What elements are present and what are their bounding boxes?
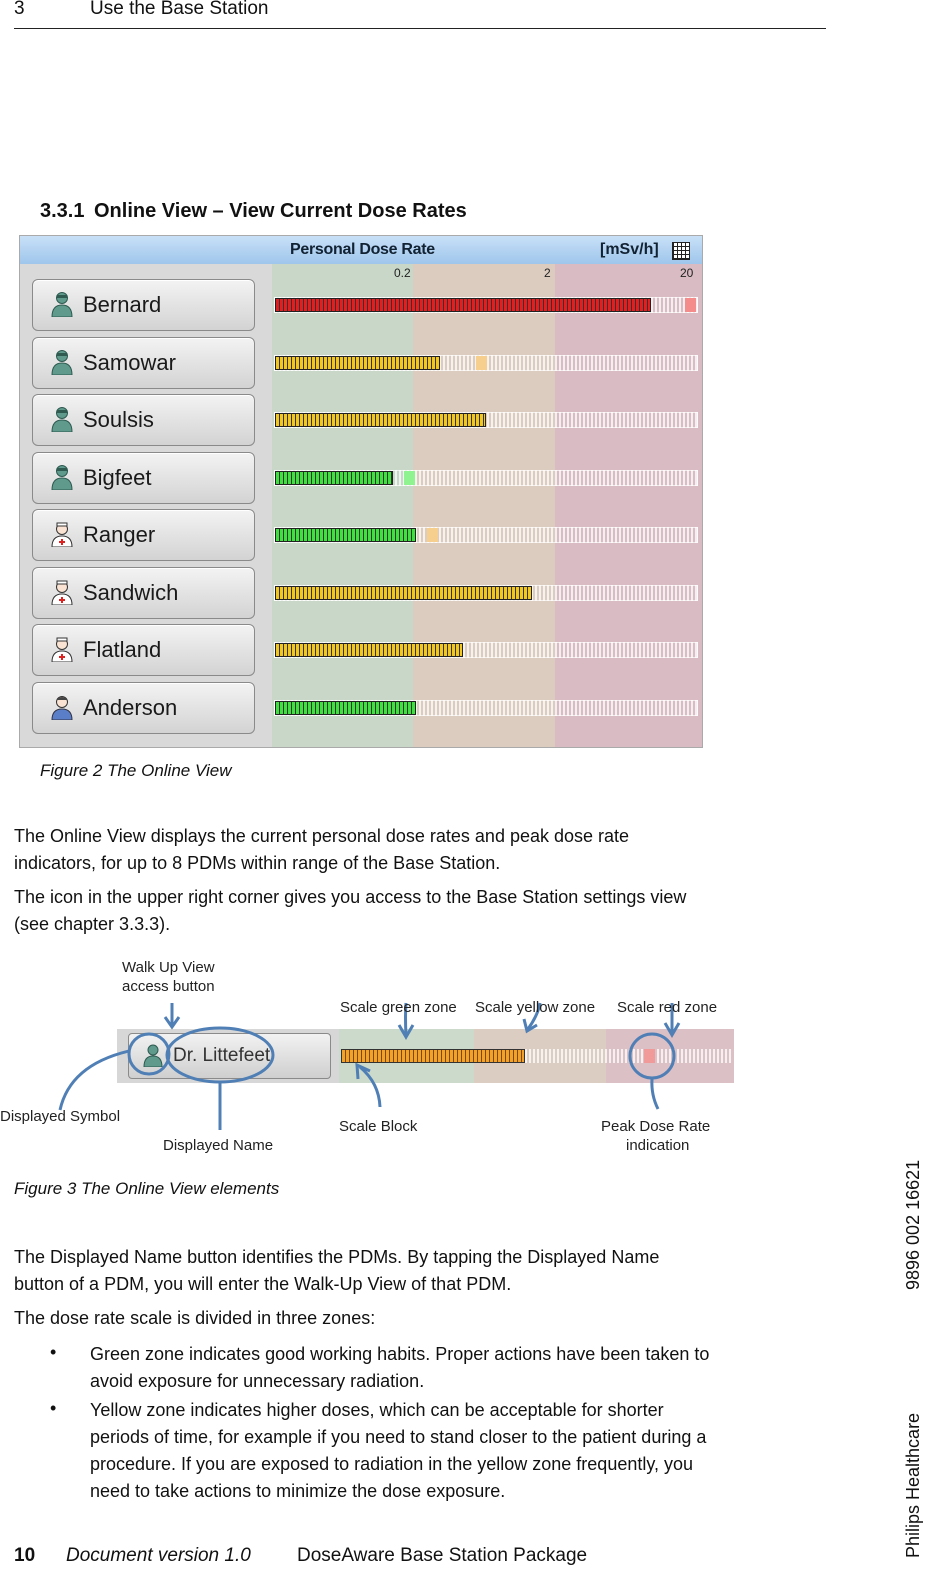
surgeon-icon — [51, 349, 73, 375]
person-name: Samowar — [83, 349, 176, 375]
person-button[interactable] — [32, 682, 255, 734]
dose-rate-bar — [274, 355, 698, 371]
paragraph-online-view — [14, 823, 819, 938]
text-line: periods of time, for example if you need to stand closer to the patient during a — [90, 1427, 707, 1447]
red-zone-label: Scale red zone — [617, 999, 718, 1016]
red-zone — [555, 264, 702, 747]
text-line: The icon in the upper right corner gives you access to the Base Station settings view — [14, 887, 687, 907]
peak-indicator — [427, 528, 438, 542]
dose-rate-bar — [274, 297, 698, 313]
nurse-icon — [51, 521, 73, 547]
bullet-dot: • — [50, 1342, 57, 1362]
page-header — [14, 0, 826, 29]
surgeon-icon — [51, 291, 73, 317]
bullet-dot: • — [50, 1398, 57, 1418]
online-view-elements-figure — [0, 955, 760, 1165]
person-name: Soulsis — [83, 407, 154, 432]
person-name: Anderson — [83, 694, 178, 720]
document-version: Document version 1.0 — [66, 1545, 251, 1566]
text-line: The Displayed Name button identifies the PDMs. By tapping the Displayed Name — [14, 1247, 660, 1267]
text-line: Green zone indicates good working habits. Proper actions have been taken to — [90, 1344, 710, 1364]
person-button[interactable] — [32, 567, 255, 619]
view-title: Personal Dose Rate — [290, 241, 435, 258]
section-title: Online View – View Current Dose Rates — [94, 200, 467, 222]
figure2-caption: Figure 2 The Online View — [40, 761, 232, 780]
dose-rate-bar — [274, 700, 698, 716]
text-line: button of a PDM, you will enter the Walk-Up View of that PDM. — [14, 1274, 512, 1294]
person-name: Sandwich — [83, 579, 179, 605]
yellow-zone-label: Scale yellow zone — [475, 999, 596, 1016]
scale-block-label: Scale Block — [339, 1118, 418, 1135]
nurse-icon — [51, 636, 73, 662]
company-name: Philips Healthcare — [903, 1412, 923, 1558]
chapter-title: Use the Base Station — [90, 0, 269, 19]
peak-label: Peak Dose Rate — [601, 1118, 711, 1135]
text-line: (see chapter 3.3.3). — [14, 914, 171, 934]
green-zone-label: Scale green zone — [340, 999, 457, 1016]
person-button[interactable] — [32, 509, 255, 561]
dose-rate-fill — [275, 528, 416, 542]
chapter-number: 3 — [14, 0, 25, 19]
person-button[interactable] — [32, 279, 255, 331]
person-name: Ranger — [83, 522, 156, 547]
walk-up-label: Walk Up View — [122, 959, 215, 976]
section-heading — [40, 200, 467, 223]
displayed-name: Dr. Littefeet — [173, 1045, 271, 1066]
text-line: avoid exposure for unnecessary radiation. — [90, 1371, 425, 1391]
scale-tick: 2 — [544, 266, 551, 280]
peak-label: indication — [626, 1137, 690, 1154]
online-view-figure — [19, 235, 703, 748]
text-line: The dose rate scale is divided in three zones: — [14, 1308, 376, 1328]
text-line: procedure. If you are exposed to radiation in the yellow zone frequently, you — [90, 1454, 694, 1474]
walk-up-label: access button — [122, 978, 215, 995]
figure3-caption: Figure 3 The Online View elements — [14, 1179, 280, 1198]
person-button[interactable] — [32, 394, 255, 446]
dose-rate-fill — [275, 643, 463, 657]
displayed-name-label: Displayed Name — [163, 1137, 274, 1154]
dose-rate-bar — [274, 412, 698, 428]
displayed-symbol-label: Displayed Symbol — [0, 1108, 121, 1125]
dose-rate-fill — [275, 586, 532, 600]
dose-rate-fill — [275, 298, 651, 312]
title-bar — [20, 236, 702, 264]
dose-rate-fill — [275, 701, 416, 715]
person-name: Bigfeet — [83, 464, 152, 490]
unit-label: [mSv/h] — [600, 241, 659, 258]
package-name: DoseAware Base Station Package — [297, 1545, 588, 1566]
dose-rate-fill — [275, 356, 440, 370]
text-line: Yellow zone indicates higher doses, which can be acceptable for shorter — [90, 1400, 664, 1420]
paragraph-displayed-name — [14, 1244, 819, 1332]
section-number: 3.3.1 — [40, 200, 85, 222]
scale-tick: 20 — [680, 266, 694, 280]
nurse-icon — [51, 579, 73, 605]
dose-rate-fill — [275, 471, 393, 485]
person-button[interactable] — [32, 337, 255, 389]
text-line: need to take actions to minimize the dose exposure. — [90, 1481, 506, 1501]
green-zone — [272, 264, 413, 747]
peak-indicator — [476, 356, 487, 370]
page-number: 10 — [14, 1545, 36, 1566]
page-footer — [14, 1545, 588, 1567]
dose-rate-fill — [275, 413, 486, 427]
dose-rate-bar — [274, 642, 698, 658]
person-button[interactable] — [32, 624, 255, 676]
text-line: The Online View displays the current personal dose rates and peak dose rate — [14, 826, 630, 846]
settings-grid-icon[interactable] — [672, 242, 690, 260]
surgeon-icon — [51, 464, 73, 490]
person-name: Bernard — [83, 292, 162, 317]
document-number: 9896 002 16621 — [903, 1159, 923, 1290]
text-line: indicators, for up to 8 PDMs within range of the Base Station. — [14, 853, 501, 873]
bullet-yellow-zone — [90, 1397, 830, 1505]
dose-rate-bar — [274, 585, 698, 601]
yellow-zone — [413, 264, 555, 747]
dose-rate-bar — [274, 470, 698, 486]
bullet-green-zone — [90, 1341, 830, 1395]
scale-tick: 0.2 — [394, 266, 411, 280]
person-name: Flatland — [83, 637, 162, 662]
dose-rate-bar — [274, 527, 698, 543]
surgeon-icon — [51, 406, 73, 432]
peak-indicator — [404, 471, 415, 485]
person-icon — [51, 694, 73, 720]
peak-indicator — [685, 298, 696, 312]
person-button[interactable] — [32, 452, 255, 504]
